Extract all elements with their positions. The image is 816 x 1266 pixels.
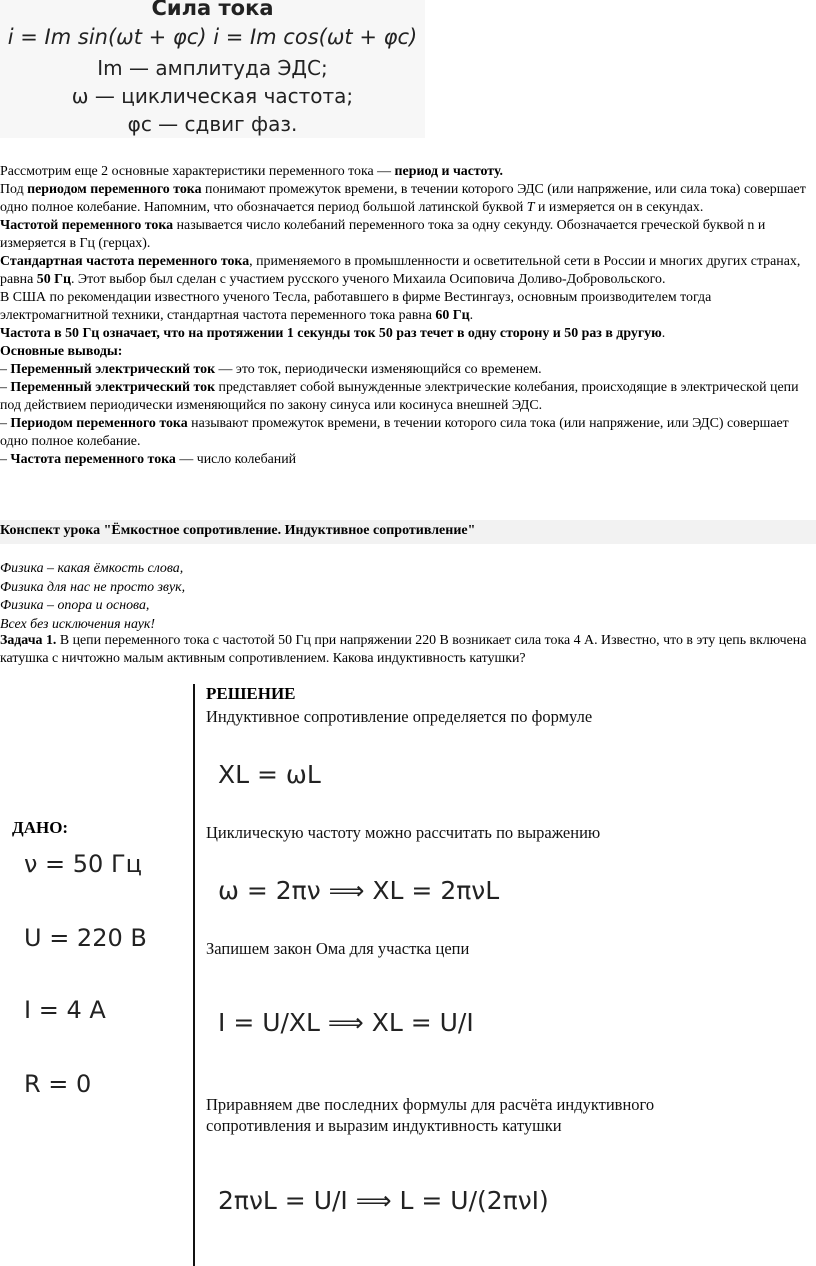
conclusion-item: – Частота переменного тока — число колебаний: [0, 452, 297, 467]
formula-inductance: 2πνL = U/I ⟹ L = U/(2πνI): [218, 1186, 549, 1215]
current-formulas: i = Im sin(ωt + φc) i = Im cos(ωt + φc): [7, 25, 418, 49]
divider: [193, 684, 195, 1266]
solution-step: Индуктивное сопротивление определяется по формуле: [206, 707, 593, 726]
solution-step: Приравняем две последних формулы для расчёта индуктивного сопротивления и выразим индуктивность катушки: [206, 1095, 655, 1135]
paragraph: Частота в 50 Гц означает, что на протяжении 1 секунды ток 50 раз течет в одну сторону и 50 раз в другую.: [0, 326, 666, 341]
frequency-line: ω — циклическая частота;: [71, 84, 354, 108]
conclusion-item: – Переменный электрический ток — это ток, периодически изменяющийся со временем.: [0, 362, 542, 377]
lesson-title: Конспект урока "Ёмкостное сопротивление. Индуктивное сопротивление": [0, 520, 816, 544]
given-title: ДАНО:: [12, 818, 69, 837]
given-current: I = 4 А: [24, 996, 106, 1024]
header-title: Сила тока: [151, 0, 274, 20]
solution-title: РЕШЕНИЕ: [206, 684, 296, 703]
formula-xl: XL = ωL: [218, 760, 321, 789]
paragraph: Частотой переменного тока называется число колебаний переменного тока за одну секунду. Обозначается греческой буквой n и измеряется в Гц (герцах).: [0, 218, 766, 251]
given-resistance: R = 0: [24, 1070, 92, 1098]
intro-text: [0, 163, 814, 469]
poem-line: Физика для нас не просто звук,: [0, 579, 186, 595]
solution-step: Циклическую частоту можно рассчитать по выражению: [206, 823, 601, 842]
conclusion-item: – Периодом переменного тока называют промежуток времени, в течении которого сила тока (или напряжение, или ЭДС) совершает одно полное колебание.: [0, 416, 789, 449]
phase-line: φc — сдвиг фаз.: [127, 112, 298, 136]
paragraph: Стандартная частота переменного тока, применяемого в промышленности и осветительной сети в России и многих других странах, равна 50 Гц. Этот выбор был сделан с участием русского ученого Михаила Осиповича Доливо-Добровольского.: [0, 254, 801, 287]
task-text: В цепи переменного тока с частотой 50 Гц при напряжении 220 В возникает сила тока 4 А. Известно, что в эту цепь включена катушка с ничтожно малым активным сопротивлением. Какова индуктивность катушки?: [0, 633, 807, 666]
formula-omega: ω = 2πν ⟹ XL = 2πνL: [218, 876, 500, 905]
poem-line: Физика – опора и основа,: [0, 598, 150, 613]
given-voltage: U = 220 В: [24, 924, 147, 952]
poem: [0, 560, 185, 634]
conclusion-item: – Переменный электрический ток представляет собой вынужденные электрические колебания, происходящие в электрической цепи под действием периодически изменяющийся по закону синуса или косинуса внешней ЭДС.: [0, 380, 799, 413]
paragraph: Рассмотрим еще 2 основные характеристики переменного тока — период и частоту.: [0, 164, 503, 179]
solution-image: [0, 680, 816, 1266]
paragraph: В США по рекомендации известного ученого Тесла, работавшего в фирме Вестингауз, основным производителем тогда электромагнитной техники, стандартная частота переменного тока равна 60 Гц.: [0, 290, 712, 323]
poem-line: Физика – какая ёмкость слова,: [0, 561, 184, 576]
amplitude-line: Im — амплитуда ЭДС;: [97, 56, 328, 80]
poem-line: Всех без исключения наук!: [0, 616, 156, 632]
solution-step: Запишем закон Ома для участка цепи: [206, 939, 470, 958]
task-statement: [0, 632, 814, 668]
task-label: Задача 1.: [0, 633, 57, 648]
paragraph: Под периодом переменного тока понимают промежуток времени, в течении которого ЭДС (или напряжение, или сила тока) совершает одно полное колебание. Напомним, что обозначается период большой латинской буквой T и измеряется он в секундах.: [0, 182, 806, 215]
header-formula-image: [0, 0, 425, 138]
conclusions-title: Основные выводы:: [0, 344, 123, 359]
formula-ohm: I = U/XL ⟹ XL = U/I: [218, 1008, 474, 1037]
given-frequency: ν = 50 Гц: [24, 850, 142, 878]
